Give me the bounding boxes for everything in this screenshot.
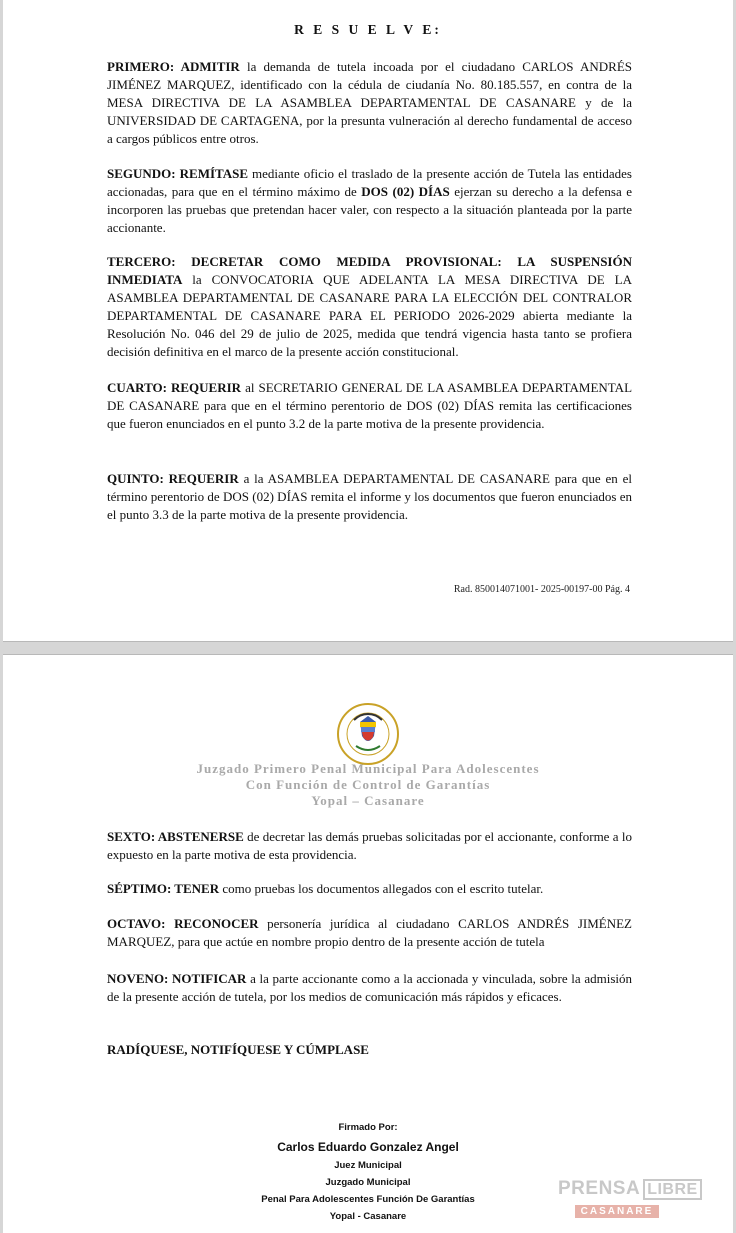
signer-role: Juez Municipal bbox=[334, 1160, 402, 1171]
text-run: mediante oficio el traslado de la presente acción de Tutela las entidades accionadas, para que en el término máximo de bbox=[107, 166, 632, 199]
closing-formula bbox=[107, 1041, 632, 1059]
text-run: a la ASAMBLEA DEPARTAMENTAL DE CASANARE para que en el término perentorio de DOS (02) DÍAS remita el informe y los documentos que fueron enunciados en el punto 3.3 de la parte motiva de la presente providencia. bbox=[107, 471, 633, 522]
text-run: la CONVOCATORIA QUE ADELANTA LA MESA DIRECTIVA DE LA ASAMBLEA DEPARTAMENTAL DE CASANARE PARA LA ELECCIÓN DEL CONTRALOR DEPARTAMENTAL DE CASANARE PARA EL PERIODO 2026-2029 abierta mediante la Resolución No. 046 del 29 de julio de 2025, medida que tendrá vigencia hasta tanto se profiera decisión definitiva en el marco de la presente acción constitucional. bbox=[107, 272, 632, 359]
court-name-line-1: Juzgado Primero Penal Municipal Para Adolescentes bbox=[196, 761, 540, 776]
watermark-word-libre: LIBRE bbox=[643, 1179, 702, 1200]
text-run: la demanda de tutela incoada por el ciudadano CARLOS ANDRÉS JIMÉNEZ MARQUEZ, identificado con la cédula de ciudanía No. 80.185.557, en contra de la MESA DIRECTIVA DE LA ASAMBLEA DEPARTAMENTAL DE CASANARE y de la UNIVERSIDAD DE CARTAGENA, por la presunta vulneración al derecho fundamental de acceso a cargos públicos entre otros. bbox=[107, 59, 632, 146]
bold-run: NOVENO: NOTIFICAR bbox=[107, 971, 247, 986]
court-name-line-3: Yopal – Casanare bbox=[311, 793, 425, 808]
signer-office-detail: Penal Para Adolescentes Función De Garantías bbox=[261, 1194, 475, 1205]
paragraph-primero bbox=[107, 58, 632, 148]
signer-office: Juzgado Municipal bbox=[325, 1177, 411, 1188]
bold-run: OCTAVO: RECONOCER bbox=[107, 916, 259, 931]
watermark-word-casanare: CASANARE bbox=[575, 1205, 660, 1218]
bold-run: DOS (02) DÍAS bbox=[361, 184, 450, 199]
paragraph-cuarto bbox=[107, 379, 632, 433]
text-run: al SECRETARIO GENERAL DE LA ASAMBLEA DEPARTAMENTAL DE CASANARE para que en el término perentorio de DOS (02) DÍAS remita las certificaciones que fueron enunciados en el punto 3.2 de la parte motiva de la presente providencia. bbox=[107, 380, 633, 431]
bold-run: SÉPTIMO: TENER bbox=[107, 881, 220, 896]
signed-by-label: Firmado Por: bbox=[338, 1122, 398, 1133]
paragraph-quinto bbox=[107, 470, 632, 524]
paragraph-sexto bbox=[107, 828, 632, 864]
paragraph-tercero bbox=[107, 253, 632, 361]
case-number-footer: Rad. 850014071001- 2025-00197-00 Pág. 4 bbox=[453, 584, 630, 595]
bold-run: CUARTO: REQUERIR bbox=[107, 380, 242, 395]
prensa-libre-watermark bbox=[558, 1178, 698, 1219]
watermark-word-prensa: PRENSA bbox=[558, 1178, 641, 1199]
text-run: como pruebas los documentos allegados con el escrito tutelar. bbox=[219, 881, 544, 896]
court-name-line-2: Con Función de Control de Garantías bbox=[245, 777, 491, 792]
bold-run: QUINTO: REQUERIR bbox=[107, 471, 239, 486]
paragraph-noveno bbox=[107, 970, 632, 1006]
signer-name: Carlos Eduardo Gonzalez Angel bbox=[277, 1140, 459, 1154]
text-run: ejerzan su derecho a la defensa e incorporen las pruebas que pretendan hacer valer, con respecto a la situación planteada por la parte accionante. bbox=[107, 184, 632, 235]
resolution-heading: R E S U E L V E: bbox=[294, 22, 442, 37]
paragraph-octavo bbox=[107, 915, 632, 951]
bold-run: SEGUNDO: REMÍTASE bbox=[107, 166, 249, 181]
text-run: a la parte accionante como a la accionada y vinculada, sobre la admisión de la presente acción de tutela, por los medios de comunicación más rápidos y eficaces. bbox=[107, 971, 632, 1004]
bold-run: PRIMERO: ADMITIR bbox=[107, 59, 240, 74]
paragraph-segundo bbox=[107, 165, 632, 237]
document-page-4 bbox=[3, 0, 733, 642]
text-run: personería jurídica al ciudadano CARLOS ANDRÉS JIMÉNEZ MARQUEZ, para que actúe en nombre propio dentro de la presente acción de tutela bbox=[107, 916, 632, 949]
rama-judicial-seal-icon bbox=[336, 702, 400, 766]
bold-run: RADÍQUESE, NOTIFÍQUESE Y CÚMPLASE bbox=[107, 1042, 369, 1057]
text-run: de decretar las demás pruebas solicitadas por el accionante, conforme a lo expuesto en la parte motiva de esta providencia. bbox=[107, 829, 632, 862]
paragraph-septimo bbox=[107, 880, 632, 898]
signer-city: Yopal - Casanare bbox=[329, 1211, 407, 1222]
bold-run: TERCERO: DECRETAR COMO MEDIDA PROVISIONAL: LA SUSPENSIÓN INMEDIATA bbox=[107, 254, 632, 287]
bold-run: SEXTO: ABSTENERSE bbox=[107, 829, 244, 844]
